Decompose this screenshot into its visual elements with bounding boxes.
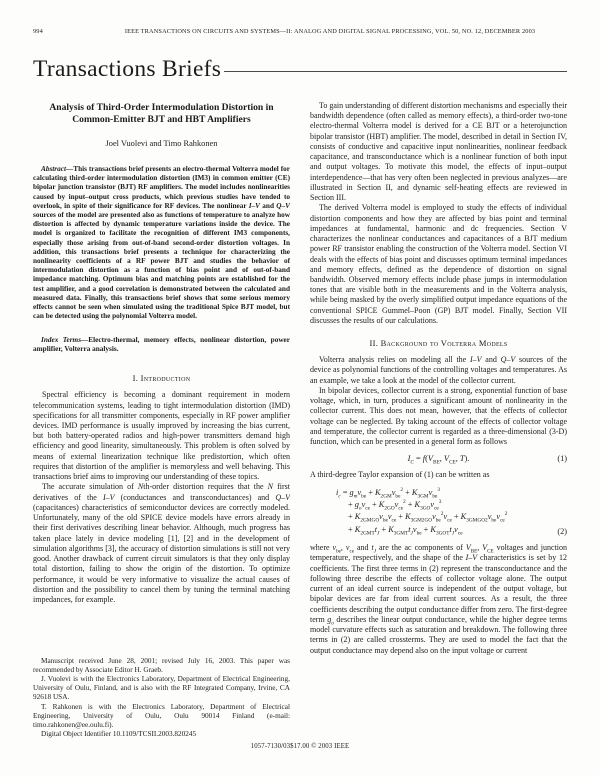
background-paragraph-2: In bipolar devices, collector current is a strong, exponential function of base voltage, which, in turn, produces a significant amount of nonlinearity in the collector current. This does not mean, however, that the effects of collector voltage can be neglected. By taking account of the effects of collector voltage and temperature, the collector current is regarded as a three-dimensional (3-D) function, which can be presented in a general form as follows (310, 385, 567, 447)
equation-2-intro: A third-degree Taylor expansion of (1) can be written as (310, 470, 490, 480)
index-terms-label: Index Terms— (41, 335, 89, 344)
background-paragraph-1: Volterra analysis relies on modeling all the I–V and Q–V sources of the device as polynomial functions of the controlling voltages and temperatures. As an example, we take a look at the model of the collector current. (310, 355, 567, 385)
banner-title: Transactions Briefs (33, 56, 222, 82)
equation-2-line-1: $i_c = g_mv_{be} + K_{2GM}v_{be}^2 + K_{3GM}v_{be}^3$ (336, 486, 440, 500)
footnote-author-1: J. Vuolevi is with the Electronics Laboratory, Department of Electrical Engineering, University of Oulu, Finland, and is also with the RF Integrated Company, Irvine, CA 92618 USA. (33, 675, 290, 702)
footnote-author-2: T. Rahkonen is with the Electronics Laboratory, Department of Electrical Engineering, University of Oulu, Oulu 90014 Finland (e-mail: timo.rahkonen@ee.oulu.fi). (33, 702, 290, 729)
right-column (310, 101, 567, 739)
first-page-footnotes (33, 657, 290, 739)
banner-rule (224, 71, 567, 72)
background-paragraph-3: where $v_{be}$, $v_{ce}$ and $t_J$ are the ac components of $V_{BE}$, $V_{CE}$ voltages and junction temperature, respectively, and the shape of the I–V characteristics is set by 12 coefficients. The first three terms in (2) represent the transconductance and the following three describe the effects of collector voltage alone. The output current of an ideal current source is independent of the output voltage, but bipolar devices are far from ideal current sources. As a result, the three coefficients describing the output conductance differ from zero. The first-degree term $g_o$ describes the linear output conductance, while the higher degree terms model curvature effects such as saturation and breakdown. The following three terms in (2) are called crossterms. They are used to model the fact that the output conductance may depend also on the input voltage or current (310, 543, 567, 655)
abstract (33, 165, 290, 321)
abstract-text: This transactions brief presents an electro-thermal Volterra model for calculating third-order intermodulation distortion (IM3) in common emitter (CE) bipolar junction transistor (BJT) RF amplifiers. The model includes nonlinearities caused by input–output cross products, which previous studies have tended to overlook, in spite of their significance for RF devices. The nonlinear I–V and Q–V sources of the model are presented also as functions of temperature to analyze how distortion is affected by dynamic temperature variations inside the device. The model is organized to facilitate the recognition of different IM3 components, especially those arising from out-of-band second-order distortion voltages. In addition, this transactions brief presents a technique for characterizing the nonlinearity coefficients of a RF power BJT and studies the behavior of intermodulation distortion as a function of bias point and of out-of-band impedance matching. Optimum bias and matching points are established for the test amplifier, and a good correlation is demonstrated between the calculated and measured data. Finally, this transactions brief shows that some serious memory effects cannot be seen when simulated using the traditional Spice BJT model, but can be detected using the polynomial Volterra model. (33, 164, 290, 321)
equation-2-line-2: + $g_ov_{ce} + K_{2GO}v_{ce}^2 + K_{3GO}v_{ce}^3$ (348, 499, 442, 512)
page-number: 994 (33, 28, 43, 35)
section-heading-introduction: I. Introduction (132, 373, 191, 384)
equation-2-number: (2) (557, 527, 567, 537)
equation-2-line-3: + $K_{2GMGO}v_{be}v_{ce} + K_{3GM2GO}v_{be}^2v_{ce} + K_{3GMGO2}v_{be}v_{ce}^2$ (348, 511, 508, 525)
copyright-footer: 1057-7130/03$17.00 © 2003 IEEE (250, 743, 350, 750)
section-banner (33, 56, 567, 83)
abstract-label: Abstract— (41, 164, 74, 173)
two-column-body (33, 101, 567, 739)
equation-2 (310, 487, 567, 537)
equation-1-body: $I_C = f(V_{BE}$, $V_{CE}$, T). (407, 454, 470, 466)
equation-1 (310, 454, 567, 466)
footnote-manuscript: Manuscript received June 28, 2001; revised July 16, 2003. This paper was recommended by Associate Editor H. Graeb. (33, 656, 290, 674)
right-paragraph-2: The derived Volterra model is employed to study the effects of individual distortion components and how they are affected by bias point and terminal impedances at fundamental, harmonic and dc frequencies. Section V characterizes the nonlinear conductances and capacitances of a BJT medium power RF transistor enabling the construction of the Volterra model. Section VI deals with the effects of bias point and discusses optimum terminal impedances and memory effects, defined as the dependence of distortion on signal bandwidth. Observed memory effects include phase jumps in intermodulation tones that are visible both in the measurements and in the Volterra analysis, while being masked by the overly simplified output impedance equations of the conventional SPICE Gummel–Poon (GP) BJT model. Finally, Section VII discusses the results of our calculations. (310, 203, 567, 325)
right-paragraph-1: To gain understanding of different distortion mechanisms and especially their bandwidth dependence (often called as memory effects), a third-order two-tone electro-thermal Volterra model is derived for a CE BJT or a heterojunction bipolar transistor (HBT) amplifier. The model, described in detail in Section IV, consists of conductive and capacitive input nonlinearities, nonlinear feedback capacitance, and transconductance which is a nonlinear function of both input and output voltages. To motivate this model, the effects of input–output interdependence—that has very often been neglected in previous analyzes—are illustrated in Section II, and dynamic self-heating effects are reviewed in Section III. (310, 101, 567, 203)
left-column (33, 101, 290, 739)
equation-2-line-4: + $K_{2GMT}t_J + K_{3GMT}t_Jv_{be} + K_{3GOT}t_Jv_{ce}$ (348, 524, 463, 537)
intro-paragraph-1: Spectral efficiency is becoming a dominant requirement in modern telecommunication systems, leading to tight intermodulation distortion (IMD) specifications for all transmitter components, especially in RF power amplifier devices. IMD performance is usually improved by increasing the bias current, but both battery-operated radios and high-power transmitters demand high efficiency and good linearity, simultaneously. This problem is often solved by means of external linearization technique like predistortion, which often requires that distortion of the amplifier is memoryless and well behaving. This transactions brief aims to improving our understanding of these topics. (33, 390, 290, 482)
index-terms-text: Electro-thermal, memory effects, nonlinear distortion, power amplifier, Volterra analysis. (33, 335, 290, 353)
article-title: Analysis of Third-Order Intermodulation Distortion in Common-Emitter BJT and HBT Amplifiers (49, 102, 274, 126)
index-terms (33, 336, 290, 354)
footnote-doi: Digital Object Identifier 10.1109/TCSII.2003.820245 (41, 729, 197, 738)
article-authors: Joel Vuolevi and Timo Rahkonen (105, 138, 218, 148)
intro-paragraph-2: The accurate simulation of Nth-order distortion requires that the N first derivatives of the I–V (conductances and transconductances) and Q–V (capacitances) characteristics of semiconductor devices are correctly modeled. Unfortunately, many of the old SPICE device models have errors already in their first derivatives describing linear behavior. Although, much progress has taken place lately in device modeling [1], [2] and in the development of simulation algorithms [3], the accuracy of distortion simulations is still not very good. Another drawback of current circuit simulators is that they only display total distortion, failing to show the origin of the distortion. To optimize performance, it would be very informative to visualize the actual causes of distortion and the possibility to cancel them by tuning the terminal matching impedances, for example. (33, 482, 290, 604)
equation-1-number: (1) (557, 454, 567, 464)
section-heading-background: II. Background to Volterra Models (369, 338, 508, 349)
running-title: IEEE TRANSACTIONS ON CIRCUITS AND SYSTEMS—II: ANALOG AND DIGITAL SIGNAL PROCESSING, VOL. 50, NO. 12, DECEMBER 2003 (124, 28, 536, 35)
running-header (33, 28, 567, 38)
